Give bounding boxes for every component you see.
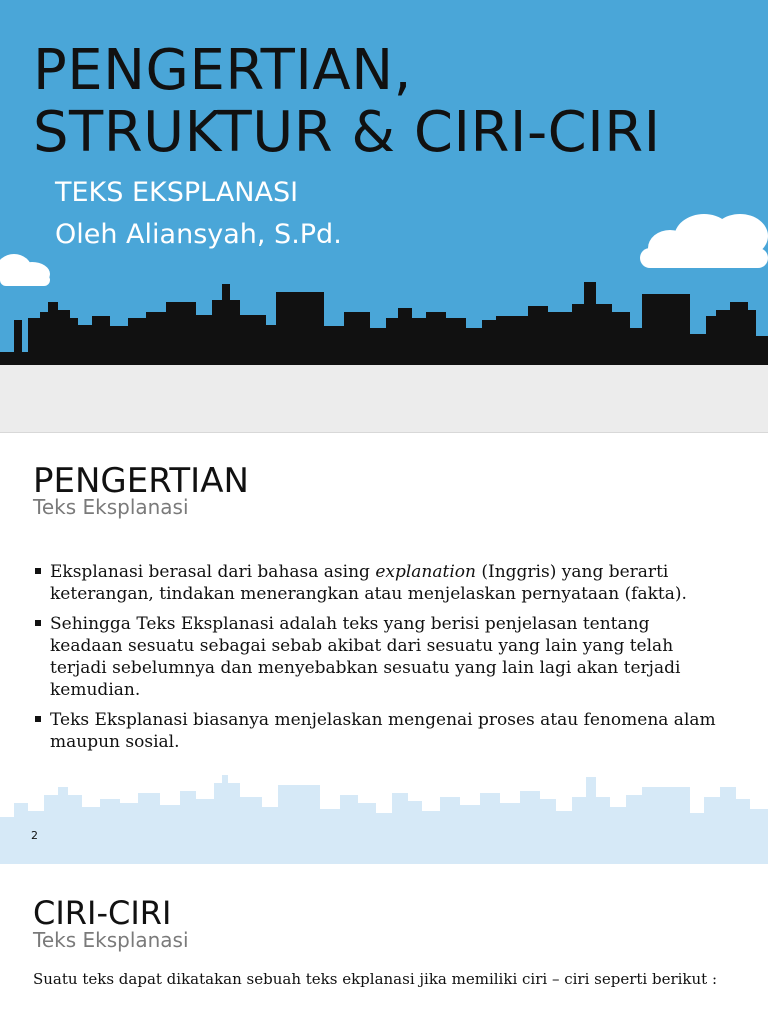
cloud-left-graphic [0, 238, 52, 288]
presentation-title [33, 40, 661, 164]
slide-body-text: Suatu teks dapat dikatakan sebuah teks ekplanasi jika memiliki ciri – ciri seperti berikut : [33, 970, 718, 988]
bullet-emphasis: explanation [375, 562, 476, 582]
title-line-2: STRUKTUR & CIRI-CIRI [33, 100, 661, 165]
slide-subheading: Teks Eksplanasi [33, 928, 189, 952]
bullet-text-end: (Inggris) yang berarti keterangan, tindakan menerangkan atau menjelaskan pernyataan (fakta). [50, 562, 687, 604]
bullet-item [33, 561, 723, 605]
title-line-1: PENGERTIAN, [33, 38, 412, 103]
bullet-item: Teks Eksplanasi biasanya menjelaskan mengenai proses atau fenomena alam maupun sosial. [33, 709, 723, 753]
ground-strip [0, 365, 768, 432]
bullet-item: Sehingga Teks Eksplanasi adalah teks yang berisi penjelasan tentang keadaan sesuatu sebagai sebab akibat dari sesuatu yang lain yang telah terjadi sebelumnya dan menyebabkan sesuatu yang lain lagi akan terjadi kemudian. [33, 613, 723, 701]
definition-slide [0, 432, 768, 865]
slide-heading: CIRI-CIRI [33, 894, 172, 932]
slide-heading: PENGERTIAN [33, 461, 249, 501]
subtitle-topic: TEKS EKSPLANASI [55, 177, 299, 208]
title-slide [0, 0, 768, 432]
page-number: 2 [31, 829, 38, 842]
light-skyline-graphic [0, 773, 768, 865]
characteristics-slide [0, 864, 768, 1024]
bullet-list [33, 561, 723, 761]
cloud-right-graphic [636, 212, 768, 272]
slide-subheading: Teks Eksplanasi [33, 495, 189, 519]
subtitle-block [55, 172, 342, 256]
bullet-text-start: Eksplanasi berasal dari bahasa asing [50, 562, 376, 582]
subtitle-author: Oleh Aliansyah, S.Pd. [55, 219, 342, 250]
